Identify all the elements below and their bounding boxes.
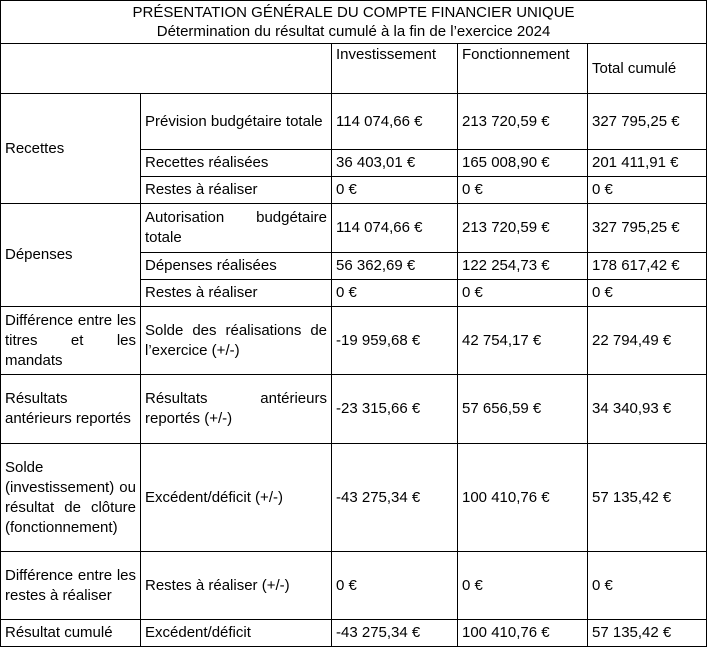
group-label: Différence entre les titres et les mandats bbox=[1, 307, 141, 375]
table-row bbox=[1, 204, 707, 253]
table-row bbox=[1, 552, 707, 620]
value-fonctionnement: 165 008,90 € bbox=[458, 150, 588, 177]
title-line-1: PRÉSENTATION GÉNÉRALE DU COMPTE FINANCIER UNIQUE bbox=[132, 4, 575, 21]
title-row bbox=[1, 1, 707, 44]
value-fonctionnement: 100 410,76 € bbox=[458, 620, 588, 647]
title-line-2: Détermination du résultat cumulé à la fin de l’exercice 2024 bbox=[156, 23, 551, 40]
group-recettes: Recettes bbox=[1, 94, 141, 204]
group-label: Solde (investissement) ou résultat de clôture (fonctionnement) bbox=[1, 444, 141, 552]
value-fonctionnement: 57 656,59 € bbox=[458, 375, 588, 444]
group-label: Résultat cumulé bbox=[1, 620, 141, 647]
value-total: 57 135,42 € bbox=[588, 620, 707, 647]
table-title bbox=[1, 1, 707, 44]
value-total: 178 617,42 € bbox=[588, 253, 707, 280]
value-fonctionnement: 42 754,17 € bbox=[458, 307, 588, 375]
value-investissement: 36 403,01 € bbox=[332, 150, 458, 177]
table-row bbox=[1, 620, 707, 647]
value-total: 201 411,91 € bbox=[588, 150, 707, 177]
value-investissement: 56 362,69 € bbox=[332, 253, 458, 280]
value-fonctionnement: 213 720,59 € bbox=[458, 94, 588, 150]
row-label: Autorisation budgétaire totale bbox=[141, 204, 332, 253]
group-depenses: Dépenses bbox=[1, 204, 141, 307]
value-fonctionnement: 0 € bbox=[458, 177, 588, 204]
header-row bbox=[1, 44, 707, 94]
value-total: 57 135,42 € bbox=[588, 444, 707, 552]
table-row bbox=[1, 94, 707, 150]
value-fonctionnement: 122 254,73 € bbox=[458, 253, 588, 280]
header-fonctionnement: Fonctionnement bbox=[458, 44, 588, 94]
row-label: Résultats antérieurs reportés (+/-) bbox=[141, 375, 332, 444]
row-label: Prévision budgétaire totale bbox=[141, 94, 332, 150]
value-total: 0 € bbox=[588, 552, 707, 620]
header-empty-cell bbox=[1, 44, 332, 94]
value-investissement: 114 074,66 € bbox=[332, 204, 458, 253]
header-investissement: Investissement bbox=[332, 44, 458, 94]
table-row bbox=[1, 444, 707, 552]
value-investissement: -43 275,34 € bbox=[332, 444, 458, 552]
row-label: Excédent/déficit bbox=[141, 620, 332, 647]
value-fonctionnement: 0 € bbox=[458, 280, 588, 307]
header-total: Total cumulé bbox=[588, 44, 707, 94]
table-row bbox=[1, 307, 707, 375]
value-investissement: 0 € bbox=[332, 552, 458, 620]
row-label: Restes à réaliser (+/-) bbox=[141, 552, 332, 620]
value-total: 327 795,25 € bbox=[588, 204, 707, 253]
table-row bbox=[1, 375, 707, 444]
row-label: Solde des réalisations de l’exercice (+/-) bbox=[141, 307, 332, 375]
row-label: Recettes réalisées bbox=[141, 150, 332, 177]
row-label: Excédent/déficit (+/-) bbox=[141, 444, 332, 552]
value-total: 0 € bbox=[588, 177, 707, 204]
value-investissement: -23 315,66 € bbox=[332, 375, 458, 444]
group-label: Différence entre les restes à réaliser bbox=[1, 552, 141, 620]
value-investissement: 114 074,66 € bbox=[332, 94, 458, 150]
row-label: Dépenses réalisées bbox=[141, 253, 332, 280]
value-total: 22 794,49 € bbox=[588, 307, 707, 375]
value-fonctionnement: 0 € bbox=[458, 552, 588, 620]
value-fonctionnement: 213 720,59 € bbox=[458, 204, 588, 253]
value-investissement: 0 € bbox=[332, 280, 458, 307]
value-total: 0 € bbox=[588, 280, 707, 307]
group-label: Résultats antérieurs reportés bbox=[1, 375, 141, 444]
row-label: Restes à réaliser bbox=[141, 280, 332, 307]
value-investissement: -43 275,34 € bbox=[332, 620, 458, 647]
value-total: 327 795,25 € bbox=[588, 94, 707, 150]
value-investissement: 0 € bbox=[332, 177, 458, 204]
row-label: Restes à réaliser bbox=[141, 177, 332, 204]
value-investissement: -19 959,68 € bbox=[332, 307, 458, 375]
value-total: 34 340,93 € bbox=[588, 375, 707, 444]
value-fonctionnement: 100 410,76 € bbox=[458, 444, 588, 552]
